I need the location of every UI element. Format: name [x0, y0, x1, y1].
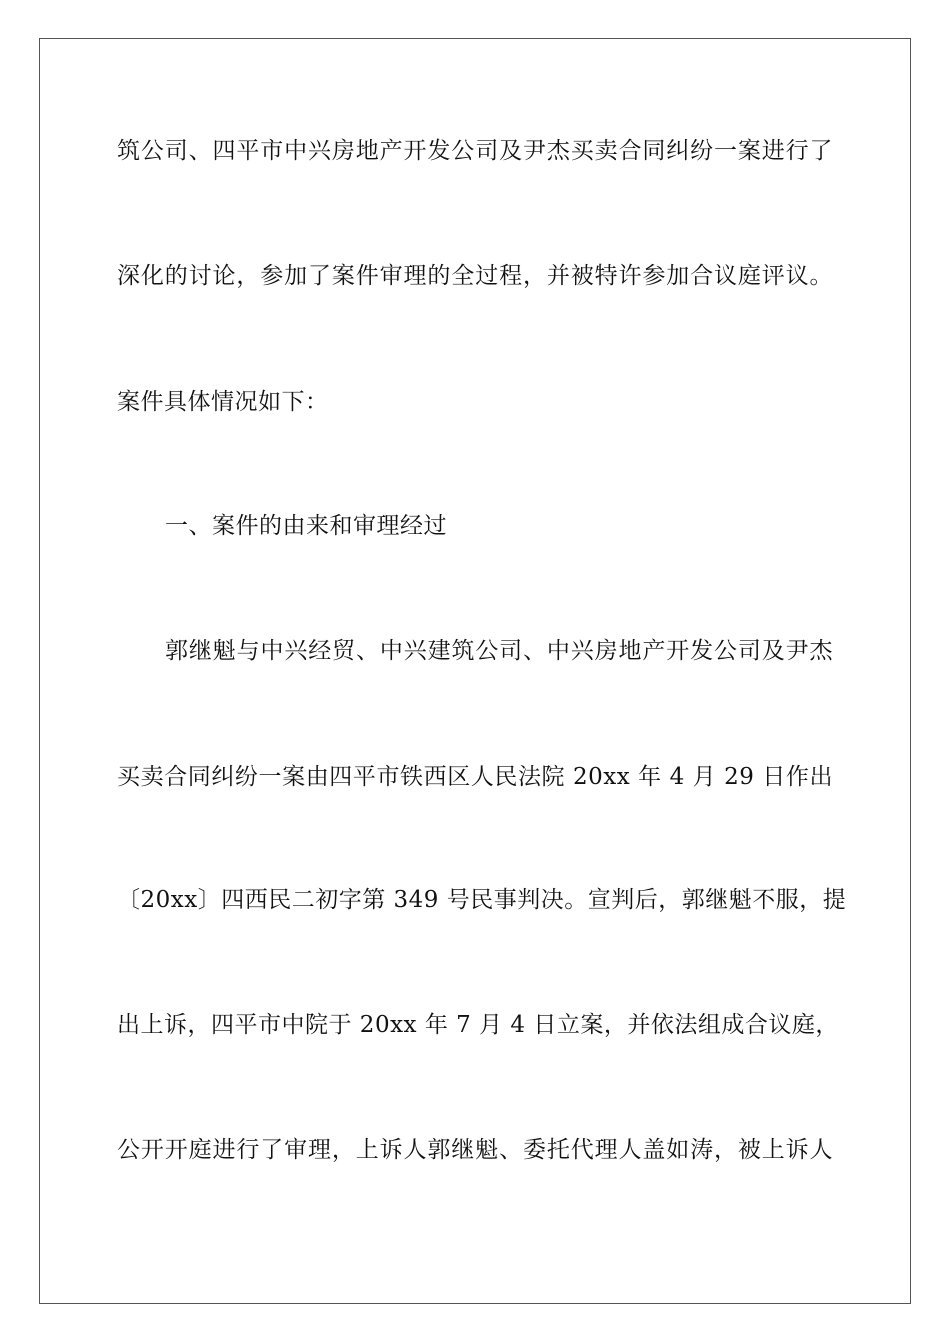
- paragraph-line-2: 深化的讨论，参加了案件审理的全过程，并被特许参加合议庭评议。: [117, 263, 833, 289]
- paragraph-line-1: 筑公司、四平市中兴房地产开发公司及尹杰买卖合同纠纷一案进行了: [117, 138, 833, 164]
- paragraph-line-9: 公开开庭进行了审理，上诉人郭继魁、委托代理人盖如涛，被上诉人: [117, 1137, 833, 1163]
- paragraph-line-5: 郭继魁与中兴经贸、中兴建筑公司、中兴房地产开发公司及尹杰: [165, 638, 833, 664]
- section-heading: 一、案件的由来和审理经过: [165, 513, 447, 539]
- page-border: [39, 38, 911, 1304]
- paragraph-line-6: 买卖合同纠纷一案由四平市铁西区人民法院 20xx 年 4 月 29 日作出: [117, 764, 833, 790]
- paragraph-line-8: 出上诉，四平市中院于 20xx 年 7 月 4 日立案，并依法组成合议庭，: [117, 1012, 839, 1038]
- paragraph-line-7: 〔20xx〕四西民二初字第 349 号民事判决。宣判后，郭继魁不服，提: [117, 887, 847, 913]
- paragraph-line-3: 案件具体情况如下：: [117, 389, 329, 415]
